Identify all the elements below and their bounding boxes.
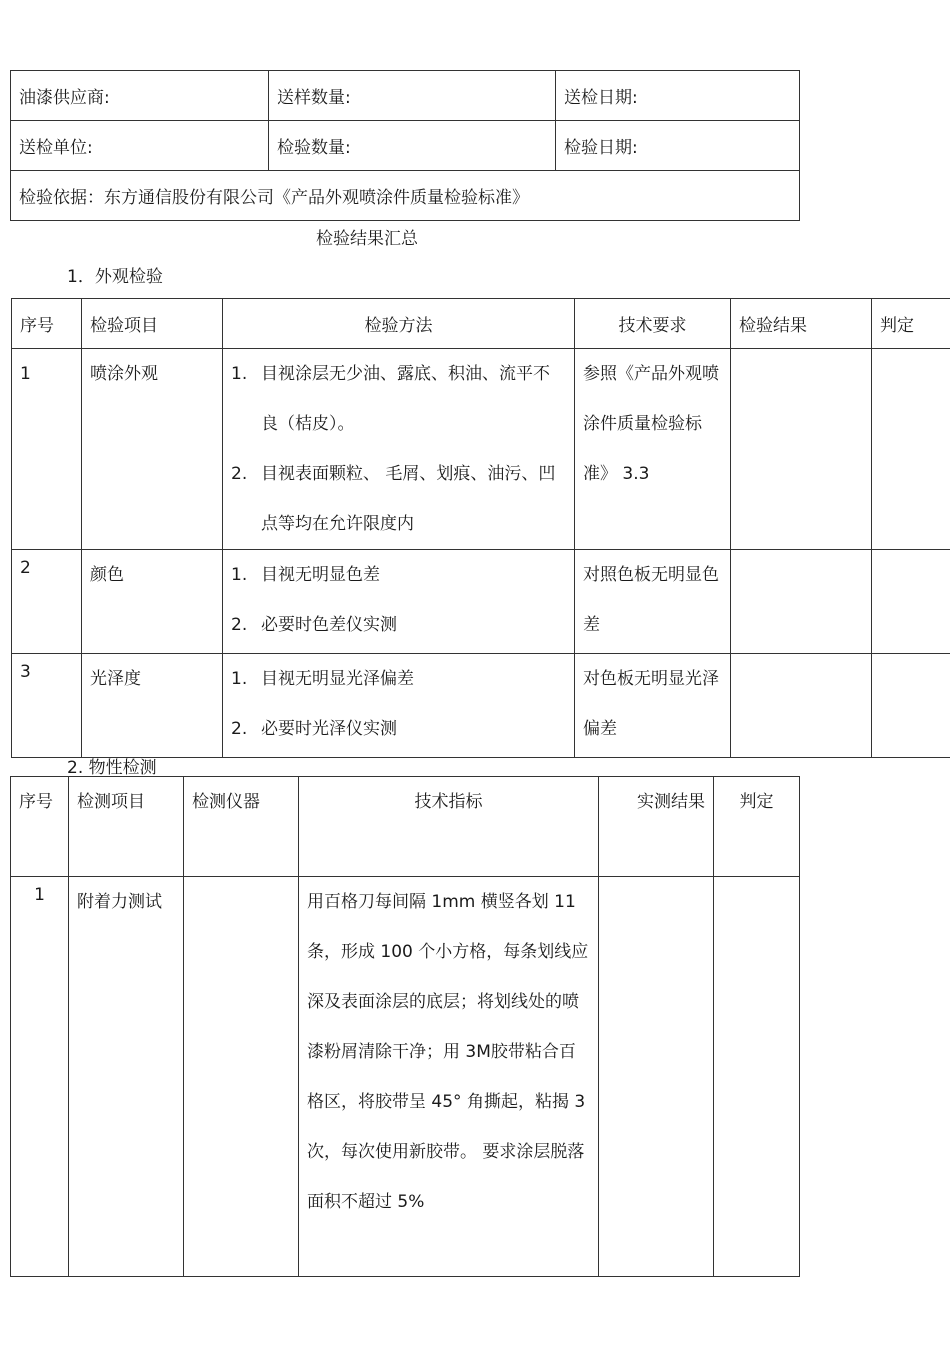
supplier-field[interactable]: 油漆供应商: [11, 71, 269, 121]
row-item: 颜色 [82, 550, 223, 654]
row-seq: 3 [12, 654, 82, 758]
inspection-basis: 检验依据：东方通信股份有限公司《产品外观喷涂件质量检验标准》 [11, 171, 800, 221]
submit-unit-field[interactable]: 送检单位: [11, 121, 269, 171]
inspection-date-field[interactable]: 检验日期: [556, 121, 800, 171]
row-item: 喷涂外观 [82, 349, 223, 550]
table-row [11, 877, 800, 1277]
header-result: 实测结果 [599, 777, 714, 877]
header-result: 检验结果 [731, 299, 872, 349]
method-text: 必要时光泽仪实测 [261, 719, 397, 739]
row-instrument-cell[interactable] [184, 877, 299, 1277]
row-judgement-cell[interactable] [872, 550, 950, 654]
header-judgement: 判定 [714, 777, 800, 877]
table-row [12, 349, 950, 550]
row-requirement: 参照《产品外观喷涂件质量检验标准》 3.3 [575, 349, 731, 550]
method-item [231, 704, 566, 754]
method-number: 2. [231, 464, 248, 484]
method-item [231, 600, 566, 650]
row-judgement-cell[interactable] [872, 654, 950, 758]
header-spec: 技术指标 [299, 777, 599, 877]
row-methods [223, 349, 575, 550]
physical-test-table [10, 776, 800, 1277]
method-text: 必要时色差仪实测 [261, 615, 397, 635]
row-item: 附着力测试 [69, 877, 184, 1277]
row-result-cell[interactable] [731, 550, 872, 654]
header-requirement: 技术要求 [575, 299, 731, 349]
row-judgement-cell[interactable] [872, 349, 950, 550]
header-instrument: 检测仪器 [184, 777, 299, 877]
header-item: 检验项目 [82, 299, 223, 349]
row-requirement: 对照色板无明显色差 [575, 550, 731, 654]
method-number: 1. [231, 364, 248, 384]
method-number: 2. [231, 615, 248, 635]
row-result-cell[interactable] [731, 349, 872, 550]
method-text: 目视无明显光泽偏差 [261, 669, 414, 689]
method-number: 2. [231, 719, 248, 739]
method-number: 1. [231, 669, 248, 689]
row-methods [223, 654, 575, 758]
section2-title: 2. 物性检测 [67, 758, 157, 778]
method-item [231, 654, 566, 704]
row-methods [223, 550, 575, 654]
row-seq: 1 [11, 877, 69, 1277]
submit-date-field[interactable]: 送检日期: [556, 71, 800, 121]
inspection-quantity-field[interactable]: 检验数量: [269, 121, 556, 171]
section1-title: 1．外观检验 [67, 267, 163, 287]
row-result-cell[interactable] [731, 654, 872, 758]
method-number: 1. [231, 565, 248, 585]
row-spec: 用百格刀每间隔 1mm 横竖各划 11 条，形成 100 个小方格，每条划线应深及表面涂层的底层；将划线处的喷漆粉屑清除干净；用 3M胶带粘合百格区，将胶带呈 45° 角撕起，粘揭 3 次，每次使用新胶带。 要求涂层脱落面积不超过 5% [299, 877, 599, 1277]
table-row [12, 654, 950, 758]
row-result-cell[interactable] [599, 877, 714, 1277]
header-seq: 序号 [12, 299, 82, 349]
sample-quantity-field[interactable]: 送样数量: [269, 71, 556, 121]
header-method: 检验方法 [223, 299, 575, 349]
header-judgement: 判定 [872, 299, 950, 349]
table-row [12, 550, 950, 654]
header-seq: 序号 [11, 777, 69, 877]
header-item: 检测项目 [69, 777, 184, 877]
summary-title: 检验结果汇总 [316, 229, 418, 249]
appearance-inspection-table [11, 298, 950, 758]
inspection-info-table [10, 70, 800, 221]
row-requirement: 对色板无明显光泽偏差 [575, 654, 731, 758]
method-item [231, 449, 566, 549]
row-seq: 1 [12, 349, 82, 550]
method-item [231, 349, 566, 449]
method-item [231, 550, 566, 600]
method-text: 目视无明显色差 [261, 565, 380, 585]
row-item: 光泽度 [82, 654, 223, 758]
row-judgement-cell[interactable] [714, 877, 800, 1277]
method-text: 目视表面颗粒、 毛屑、划痕、油污、凹点等均在允许限度内 [261, 464, 556, 534]
method-text: 目视涂层无少油、露底、积油、流平不良（桔皮）。 [261, 364, 550, 434]
row-seq: 2 [12, 550, 82, 654]
